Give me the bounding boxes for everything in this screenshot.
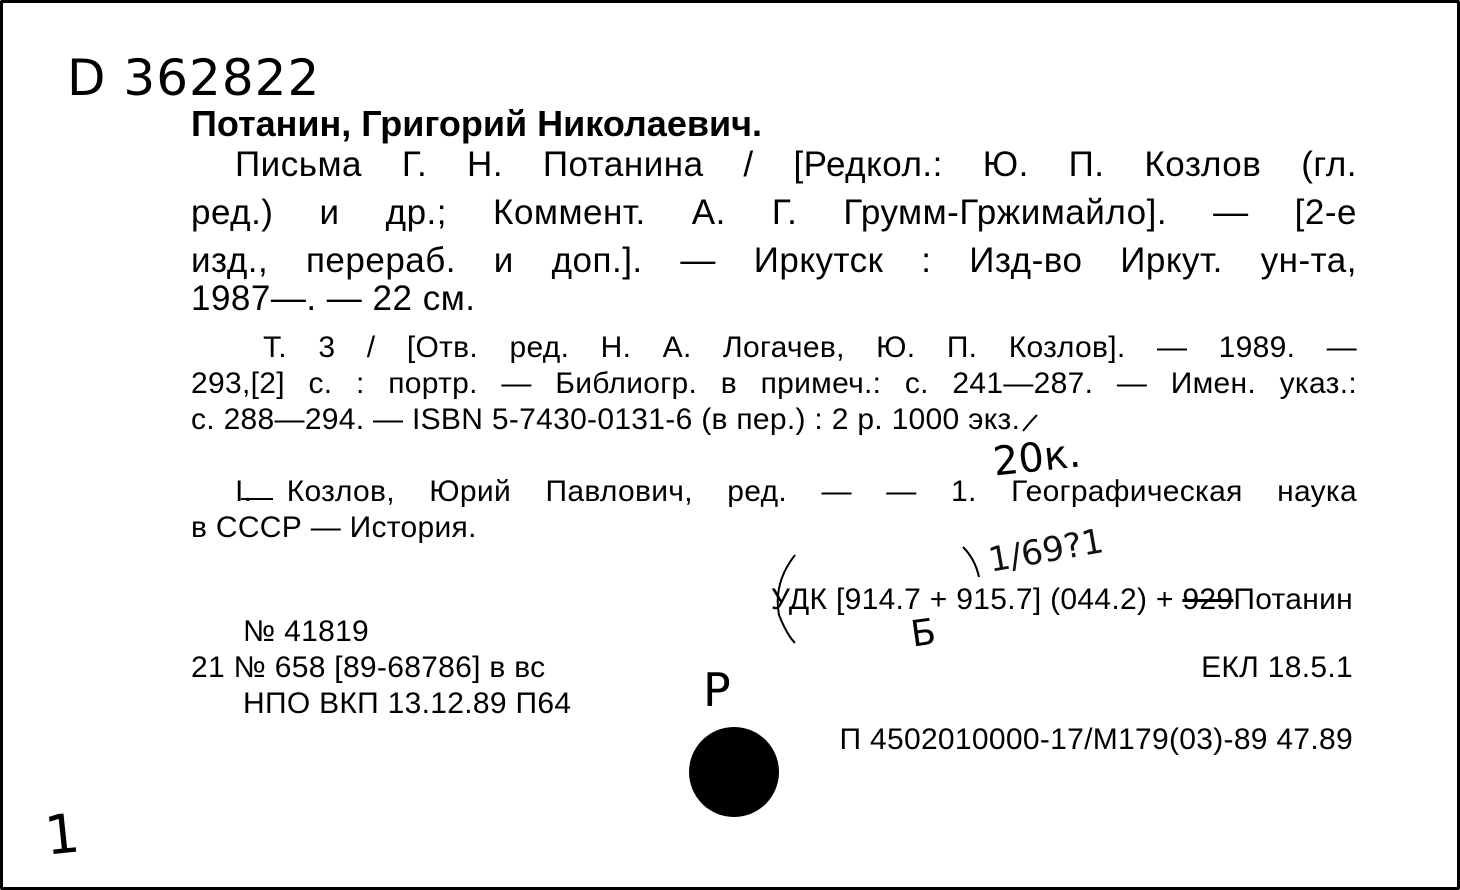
handwritten-udk-note: 1/69?1: [985, 521, 1107, 581]
udk-bracket-right: [963, 547, 979, 577]
udk-struck-code: 929: [1182, 583, 1234, 616]
volume-line-2: 293,[2] с. : портр. — Библиогр. в примеч.: с. 241—287. — Имен. указ.:: [191, 367, 1357, 400]
call-number: D 362822: [67, 49, 321, 107]
handwritten-letter-p: Р: [703, 663, 731, 717]
udk-bracket-left: [778, 555, 795, 643]
tracing-line-2: в СССР — История.: [191, 511, 477, 544]
price-code: П 4502010000-17/М179(03)-89 47.89: [839, 723, 1353, 756]
order-number: № 41819: [243, 615, 370, 648]
print-line-2: НПО ВКП 13.12.89 П64: [243, 687, 572, 720]
pen-marks: [3, 3, 1457, 887]
price-caret: [1023, 415, 1037, 431]
handwritten-price-note: 20к.: [990, 430, 1083, 486]
handwritten-letter-b: Б: [908, 611, 939, 656]
volume-line-3: с. 288—294. — ISBN 5-7430-0131-6 (в пер.) : 2 р. 1000 экз.: [191, 403, 1021, 436]
title-line-3: изд., перераб. и доп.]. — Иркутск : Изд-во Иркут. ун-та,: [191, 241, 1357, 280]
handwritten-page-number: 1: [41, 801, 83, 868]
title-line-4: 1987—. — 22 см.: [191, 279, 476, 318]
udk-suffix: Потанин: [1233, 583, 1353, 616]
udk-prefix: УДК [914.7 + 915.7] (044.2) +: [770, 583, 1174, 616]
volume-line-1: Т. 3 / [Отв. ред. Н. А. Логачев, Ю. П. Козлов]. — 1989. —: [263, 331, 1357, 364]
tracing-line-1: I. Козлов, Юрий Павлович, ред. — — 1. Географическая наука: [235, 475, 1357, 508]
author-heading: Потанин, Григорий Николаевич.: [191, 103, 763, 144]
title-line-2: ред.) и др.; Коммент. А. Г. Грумм-Гржимайло]. — [2-е: [191, 193, 1357, 232]
ekl-code: ЕКЛ 18.5.1: [1201, 651, 1353, 684]
print-line-1: 21 № 658 [89-68786] в вс: [191, 651, 546, 684]
title-line-1: Письма Г. Н. Потанина / [Редкол.: Ю. П. Козлов (гл.: [235, 145, 1357, 184]
